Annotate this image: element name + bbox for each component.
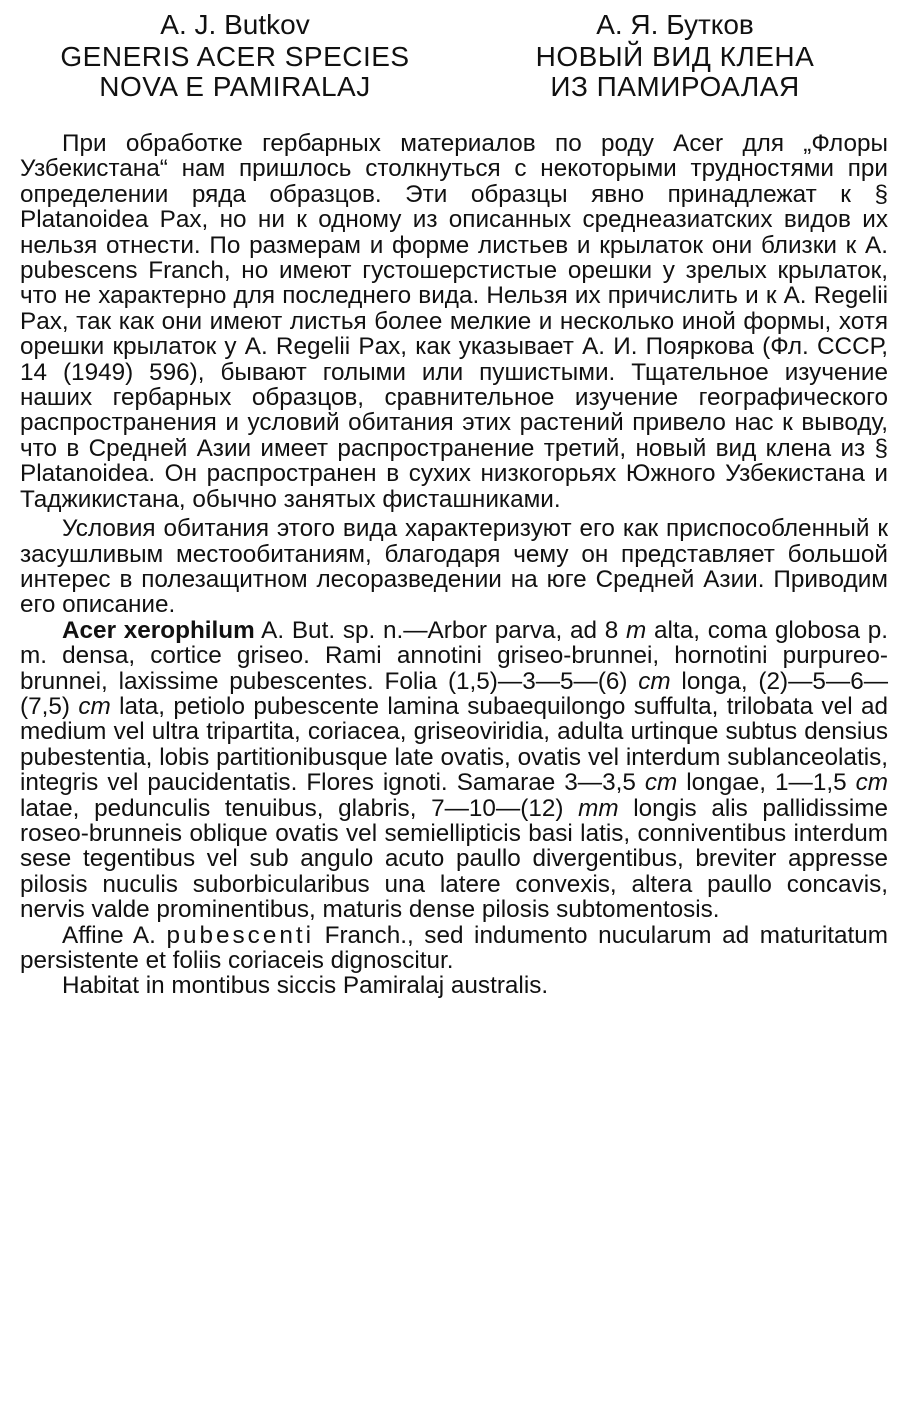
title-latin-line1: GENERIS ACER SPECIES <box>60 41 410 72</box>
species-name: Acer xerophilum <box>62 616 255 644</box>
unit-3: cm <box>78 692 111 720</box>
unit-2: cm <box>638 667 671 695</box>
unit-5: cm <box>855 769 888 797</box>
description-text-3: longa, (2)—5—6—(7,5) <box>20 667 889 720</box>
header-russian <box>470 10 880 102</box>
description-text-2: alta, coma globosa p. m. densa, cortice griseo. Rami annotini griseo-brunnei, hornotini purpureo-brunnei, laxissime pubescentes. Folia (1,5)—3—5—(6) <box>20 616 888 695</box>
unit-6: mm <box>578 794 619 822</box>
unit-4: cm <box>644 769 678 797</box>
paragraph-habitat: Habitat in montibus siccis Pamiralaj australis. <box>62 972 549 1000</box>
paragraph-habitat-conditions: Условия обитания этого вида характеризуют его как приспособленный к засушливым местообитаниям, благодаря чему он представляет большой интерес в полезащитном лесоразведении на юге Средней Азии. Приводим его описание. <box>20 515 888 619</box>
paragraph-description <box>20 618 888 923</box>
affinity-text-1: Affine A. <box>62 921 167 949</box>
description-text-1: A. But. sp. n.—Arbor parva, ad 8 <box>254 616 627 644</box>
description-text-6: latae, pedunculis tenuibus, glabris, 7—10—(12) <box>20 794 579 822</box>
description-text-4: lata, petiolo pubescente lamina subaequilongo suffulta, trilobata vel ad medium vel ultra tripartita, coriacea, griseoviridia, adulta urtinque subtus densius pubestentia, lobis partitionibusque late ovatis, ovatis vel interdum sublanceolatis, integris vel paucidentatis. Flores ignoti. Samarae 3—3,5 <box>20 692 888 797</box>
title-latin-line2: NOVA E PAMIRALAJ <box>99 71 371 102</box>
article-body <box>20 131 888 999</box>
unit-1: m <box>626 616 647 644</box>
author-latin: A. J. Butkov <box>160 9 310 40</box>
author-russian: А. Я. Бутков <box>596 9 754 40</box>
description-text-7: longis alis pallidissime roseo-brunneis oblique ovatis vel semiellipticis basi latis, conniventibus interdum sese tegentibus vel sub angulo acuto paullo divergentibus, breviter appresse pilosis nuculis suborbicularibus una latere convexis, altera paullo concavis, nervis valde prominentibus, maturis dense pilosis subtomentosis. <box>20 794 888 924</box>
paragraph-affinity <box>20 923 888 974</box>
affinity-spaced-word: pubescenti <box>166 921 315 949</box>
description-text-5: longae, 1—1,5 <box>677 769 856 797</box>
title-russian-line1: НОВЫЙ ВИД КЛЕНА <box>535 41 815 72</box>
affinity-text-2: Franch., sed indumento nucularum ad maturitatum persistente et foliis coriaceis dignoscitur. <box>20 921 889 974</box>
paragraph-intro: При обработке гербарных материалов по роду Acer для „Флоры Узбекистана“ нам пришлось столкнуться с некоторыми трудностями при определении ряда образцов. Эти образцы явно принадлежат к § Platanoidea Pax, но ни к одному из описанных среднеазиатских видов их нельзя отнести. По размерам и форме листьев и крылаток они близки к A. pubescens Franch, но имеют густошерстистые орешки у зрелых крылаток, что не характерно для последнего вида. Нельзя их причислить и к A. Regelii Pax, так как они имеют листья более мелкие и несколько иной формы, хотя орешки крылаток у A. Regelii Pax, как указывает А. И. Пояркова (Фл. СССР, 14 (1949) 596), бывают голыми или пушистыми. Тщательное изучение наших гербарных образцов, сравнительное изучение географического распространения и условий обитания этих растений привело нас к выводу, что в Средней Азии имеет распространение третий, новый вид клена из § Platanoidea. Он распространен в сухих низкогорьях Южного Узбекистана и Таджикистана, обычно занятых фисташниками. <box>20 130 888 513</box>
title-russian-line2: ИЗ ПАМИРОАЛАЯ <box>550 71 800 102</box>
header-latin <box>30 10 440 102</box>
